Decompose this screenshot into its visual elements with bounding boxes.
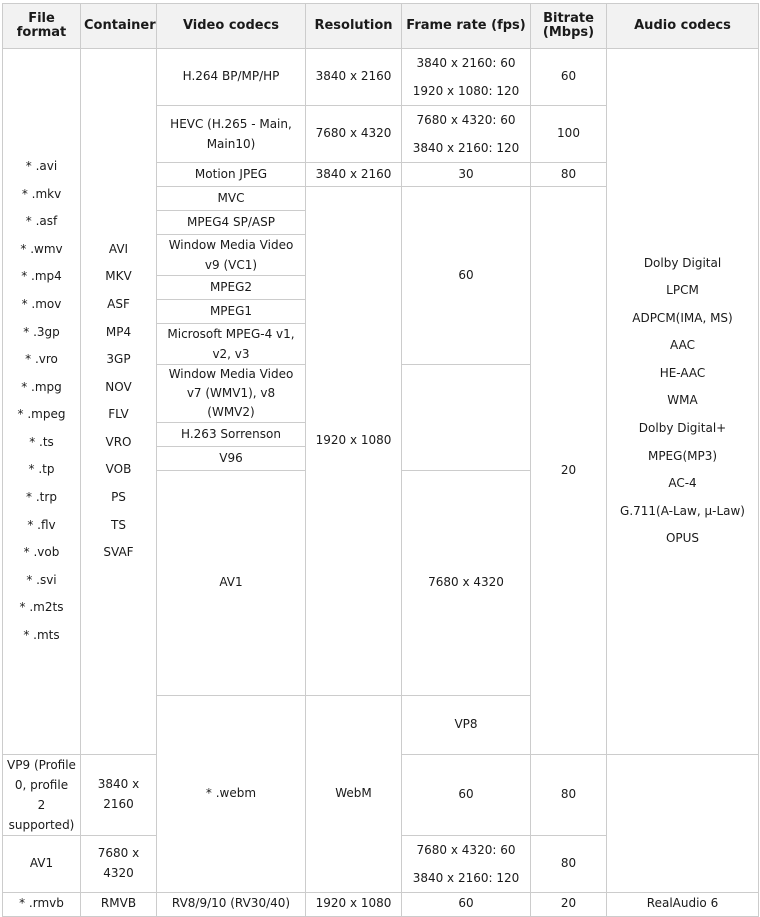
video-codec-cell: Motion JPEG <box>157 163 306 187</box>
video-codec-cell: MPEG4 SP/ASP <box>157 211 306 235</box>
container-list: AVI MKV ASF MP4 3GP NOV FLV VRO VOB PS TS SVAF <box>81 49 157 755</box>
video-codec-cell: AV1 <box>157 471 306 696</box>
video-codec-cell: H.264 BP/MP/HP <box>157 49 306 106</box>
video-codec-cell: MPEG1 <box>157 300 306 324</box>
frame-rate-cell: 7680 x 4320: 60 3840 x 2160: 120 <box>402 835 531 892</box>
header-video-codecs: Video codecs <box>157 4 306 49</box>
resolution-cell: 7680 x 4320 <box>306 106 402 163</box>
resolution-cell: 3840 x 2160 <box>306 49 402 106</box>
video-codec-cell: Window Media Video v9 (VC1) <box>157 235 306 276</box>
header-frame-rate: Frame rate (fps) <box>402 4 531 49</box>
container-cell: RMVB <box>81 892 157 916</box>
codec-table <box>2 3 759 917</box>
frame-rate-cell: 7680 x 4320: 60 3840 x 2160: 120 <box>402 106 531 163</box>
header-file-format: File format <box>3 4 81 49</box>
resolution-cell: 7680 x 4320 <box>81 835 157 892</box>
bitrate-cell: 80 <box>531 835 607 892</box>
table-row <box>3 49 759 106</box>
bitrate-cell: 80 <box>531 754 607 835</box>
header-row <box>3 4 759 49</box>
resolution-cell: 3840 x 2160 <box>81 754 157 835</box>
bitrate-cell: 20 <box>531 892 607 916</box>
video-codec-cell: H.263 Sorrenson <box>157 423 306 447</box>
video-codec-cell: MVC <box>157 187 306 211</box>
header-container: Container <box>81 4 157 49</box>
file-format-list: * .avi * .mkv * .asf * .wmv * .mp4 * .mov * .3gp * .vro * .mpg * .mpeg * .ts * .tp * .trp * .flv * .vob * .svi * .m2ts * .mts <box>3 49 81 755</box>
resolution-cell: 7680 x 4320 <box>402 471 531 696</box>
audio-codec-list: Dolby Digital LPCM ADPCM(IMA, MS) AAC HE-AAC WMA Dolby Digital+ MPEG(MP3) AC-4 G.711(A-Law, μ-Law) OPUS <box>607 49 759 755</box>
video-codec-cell: VP9 (Profile 0, profile 2 supported) <box>3 754 81 835</box>
resolution-cell: 3840 x 2160 <box>306 163 402 187</box>
bitrate-cell: 80 <box>531 163 607 187</box>
file-format-cell: * .rmvb <box>3 892 81 916</box>
video-codec-cell: RV8/9/10 (RV30/40) <box>157 892 306 916</box>
video-codec-cell: Window Media Video v7 (WMV1), v8 (WMV2) <box>157 365 306 423</box>
resolution-cell: 1920 x 1080 <box>306 892 402 916</box>
video-codec-cell: MPEG2 <box>157 276 306 300</box>
video-codec-cell: V96 <box>157 447 306 471</box>
frame-rate-cell: 60 <box>402 892 531 916</box>
frame-rate-cell: 30 <box>402 163 531 187</box>
frame-rate-cell: 60 <box>402 187 531 365</box>
header-resolution: Resolution <box>306 4 402 49</box>
file-format-cell: * .webm <box>157 696 306 893</box>
container-cell: WebM <box>306 696 402 893</box>
bitrate-cell: 20 <box>531 187 607 755</box>
bitrate-cell: 100 <box>531 106 607 163</box>
video-codec-cell: HEVC (H.265 - Main, Main10) <box>157 106 306 163</box>
video-codec-cell: AV1 <box>3 835 81 892</box>
frame-rate-cell: 60 <box>402 754 531 835</box>
audio-codec-cell: RealAudio 6 <box>607 892 759 916</box>
frame-rate-cell: 3840 x 2160: 60 1920 x 1080: 120 <box>402 49 531 106</box>
video-codec-cell: VP8 <box>402 696 531 755</box>
header-audio-codecs: Audio codecs <box>607 4 759 49</box>
video-codec-cell: Microsoft MPEG-4 v1, v2, v3 <box>157 324 306 365</box>
table-row <box>3 892 759 916</box>
header-bitrate: Bitrate (Mbps) <box>531 4 607 49</box>
bitrate-cell: 60 <box>531 49 607 106</box>
resolution-cell: 1920 x 1080 <box>306 187 402 696</box>
